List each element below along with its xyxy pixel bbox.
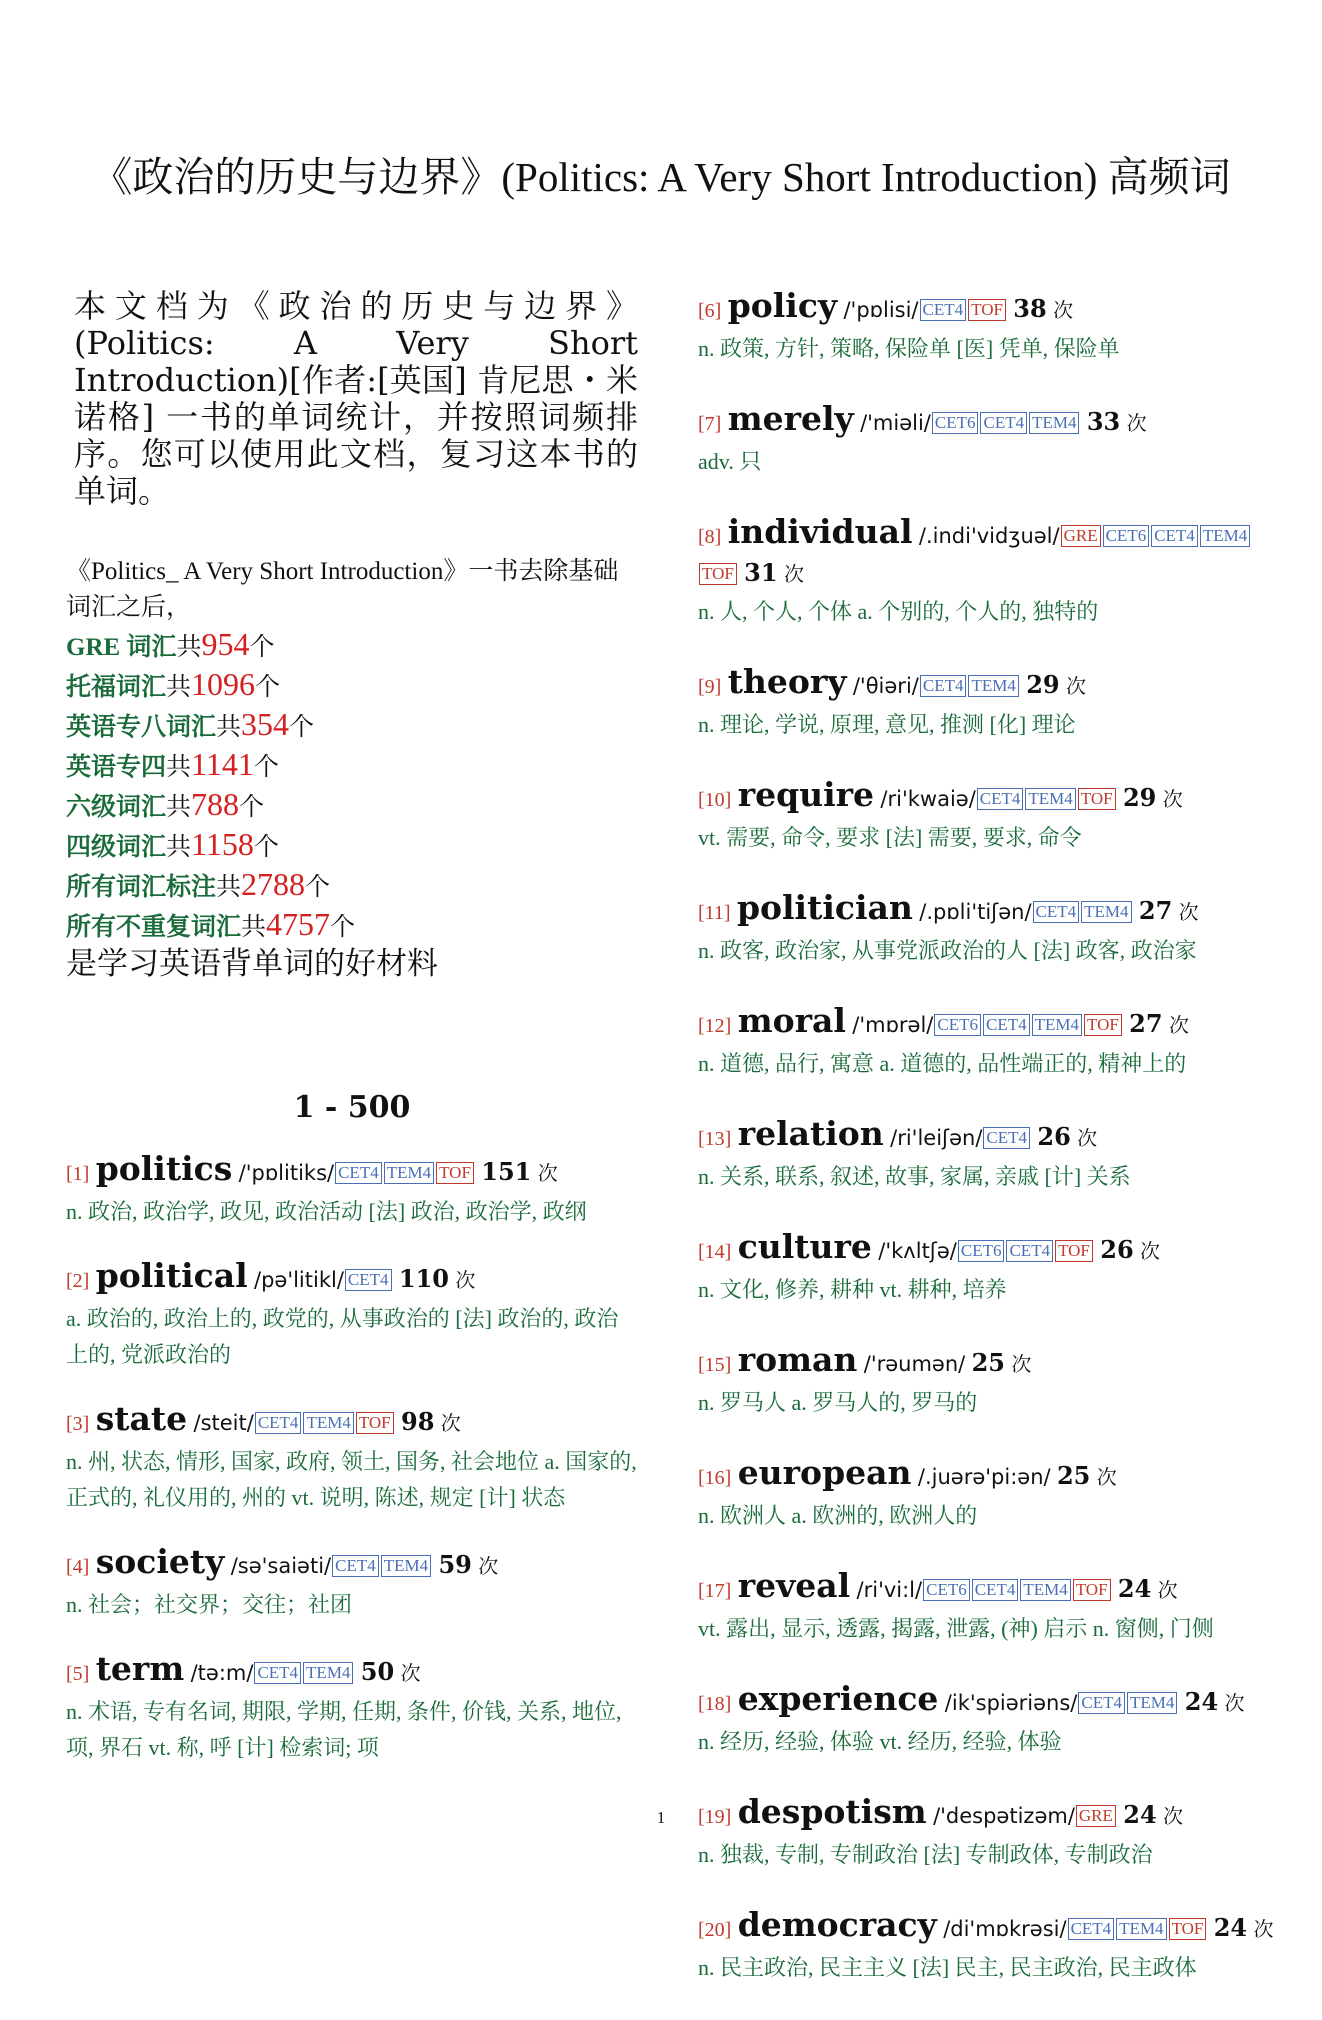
entry-phonetic: /steit/ [193, 1411, 254, 1435]
exam-tag-badge: TEM4 [1116, 1918, 1166, 1940]
exam-tag-badge: CET6 [923, 1579, 970, 1601]
exam-tag-badge: TOF [436, 1162, 474, 1184]
exam-tag-badge: CET4 [1078, 1692, 1125, 1714]
entry-rank: [18] [698, 1693, 732, 1715]
entry-phonetic: /'pɒlisi/ [843, 298, 919, 322]
entry-headline [698, 1342, 1278, 1383]
exam-tag-badge: TOF [356, 1412, 394, 1434]
exam-tag-badge: CET4 [254, 1662, 301, 1684]
entry-word: theory [727, 662, 847, 701]
entry-count: 24 [1213, 1913, 1248, 1942]
times-label: 次 [1157, 1578, 1178, 1602]
stat-gong: 共 [216, 874, 242, 901]
exam-tag-badge: TOF [968, 299, 1006, 321]
entry-headline [698, 664, 1278, 705]
entry-word: moral [737, 1001, 846, 1040]
entry-definition: n. 关系, 联系, 叙述, 故事, 家属, 亲戚 [计] 关系 [698, 1164, 1131, 1189]
entry-rank: [8] [698, 526, 722, 548]
stat-value: 954 [201, 626, 250, 662]
times-label: 次 [1011, 1352, 1032, 1376]
stat-value: 4757 [266, 906, 331, 942]
entry-headline [698, 514, 1278, 592]
entry-phonetic: /ri'leiʃən/ [890, 1126, 983, 1150]
entry-count: 29 [1026, 670, 1060, 699]
exam-tag-badge: TEM4 [303, 1412, 353, 1434]
entry-definition: vt. 露出, 显示, 透露, 揭露, 泄露, (神) 启示 n. 窗侧, 门侧 [698, 1616, 1214, 1641]
entry-definition: n. 经历, 经验, 体验 vt. 经历, 经验, 体验 [698, 1729, 1062, 1754]
exam-tag-badge: CET4 [977, 788, 1024, 810]
word-entry [698, 288, 1278, 367]
stat-unique [66, 906, 638, 946]
word-entry [66, 1651, 638, 1766]
word-entry [698, 1681, 1278, 1760]
entry-definition: n. 政治, 政治学, 政见, 政治活动 [法] 政治, 政治学, 政纲 [66, 1199, 587, 1224]
entry-count: 25 [971, 1348, 1005, 1377]
entry-phonetic: /ri'vi:l/ [856, 1578, 923, 1602]
entry-count: 151 [481, 1157, 532, 1186]
entry-word: individual [727, 512, 913, 551]
entry-phonetic: /'kʌltʃə/ [878, 1239, 957, 1263]
entry-headline [66, 1258, 638, 1299]
entry-word: experience [737, 1679, 939, 1718]
exam-tag-badge: TEM4 [1025, 788, 1075, 810]
entry-count: 29 [1122, 783, 1157, 812]
stat-value: 354 [241, 706, 290, 742]
entry-count: 26 [1037, 1122, 1071, 1151]
right-column [698, 288, 1278, 2020]
entry-count: 24 [1184, 1687, 1219, 1716]
entry-phonetic: /'despətizəm/ [933, 1804, 1075, 1828]
exam-tag-badge: CET4 [983, 1014, 1030, 1036]
times-label: 次 [1096, 1465, 1117, 1489]
exam-tag-badge: CET6 [958, 1240, 1005, 1262]
word-entry [66, 1544, 638, 1623]
entry-headline [698, 1229, 1278, 1270]
stats-block [66, 554, 638, 982]
stat-suffix: 个 [289, 714, 315, 741]
stat-gre [66, 626, 638, 666]
stat-value: 1096 [191, 666, 256, 702]
entry-headline [698, 1907, 1278, 1948]
exam-tag-badge: CET4 [1006, 1240, 1053, 1262]
entry-rank: [10] [698, 789, 732, 811]
entry-headline [698, 1116, 1278, 1157]
entry-rank: [4] [66, 1556, 90, 1578]
entry-headline [66, 1151, 638, 1192]
word-entry [698, 1568, 1278, 1647]
stat-value: 1141 [191, 746, 254, 782]
entry-count: 24 [1117, 1574, 1152, 1603]
exam-tag-badge: CET4 [1068, 1918, 1115, 1940]
entry-rank: [9] [698, 676, 722, 698]
entry-phonetic: /.juərə'pi:ən/ [917, 1465, 1051, 1489]
word-entry [698, 1229, 1278, 1308]
word-entry [66, 1258, 638, 1373]
times-label: 次 [1168, 1013, 1189, 1037]
entry-count: 33 [1086, 407, 1121, 436]
entry-phonetic: /ik'spiəriəns/ [944, 1691, 1078, 1715]
entry-word: reveal [737, 1566, 851, 1605]
entry-rank: [11] [698, 902, 731, 924]
entry-count: 26 [1100, 1235, 1134, 1264]
word-entry [698, 1342, 1278, 1421]
times-label: 次 [440, 1411, 461, 1435]
exam-tag-badge: CET4 [345, 1269, 392, 1291]
stat-gong: 共 [166, 834, 192, 861]
entry-phonetic: /pə'litikl/ [254, 1268, 344, 1292]
entry-rank: [19] [698, 1806, 732, 1828]
entry-headline [698, 1568, 1278, 1609]
exam-tag-badge: TOF [1084, 1014, 1122, 1036]
exam-tag-badge: CET6 [934, 1014, 981, 1036]
entry-word: despotism [737, 1792, 927, 1831]
stat-value: 2788 [241, 866, 306, 902]
exam-tag-badge: TEM4 [1032, 1014, 1082, 1036]
entry-phonetic: /tə:m/ [190, 1661, 254, 1685]
entry-phonetic: /ri'kwaiə/ [880, 787, 976, 811]
exam-tag-badge: CET4 [980, 412, 1027, 434]
stat-value: 1158 [191, 826, 254, 862]
times-label: 次 [1163, 1804, 1184, 1828]
stat-label: 托福词汇 [66, 674, 167, 701]
entry-count: 24 [1123, 1800, 1157, 1829]
word-entry [698, 777, 1278, 856]
entry-word: political [95, 1256, 248, 1295]
entry-word: policy [727, 286, 838, 325]
stat-label: GRE 词汇 [66, 634, 177, 661]
entry-rank: [7] [698, 413, 722, 435]
entry-definition: n. 道德, 品行, 寓意 a. 道德的, 品性端正的, 精神上的 [698, 1051, 1187, 1076]
stat-tem8 [66, 706, 638, 746]
section-heading: 1 - 500 [293, 1090, 411, 1125]
entry-count: 25 [1056, 1461, 1091, 1490]
entry-rank: [12] [698, 1015, 732, 1037]
stat-label: 六级词汇 [66, 794, 167, 821]
word-entry [698, 1116, 1278, 1195]
entry-definition: n. 政客, 政治家, 从事党派政治的人 [法] 政客, 政治家 [698, 938, 1197, 963]
entry-word: merely [727, 399, 854, 438]
page-title: 《政治的历史与边界》(Politics: A Very Short Introduction) 高频词 [91, 154, 1231, 200]
stat-gong: 共 [241, 914, 267, 941]
stat-suffix: 个 [253, 754, 279, 781]
word-entry [698, 401, 1278, 480]
exam-tag-badge: TOF [1055, 1240, 1093, 1262]
exam-tag-badge: GRE [1061, 525, 1101, 547]
times-label: 次 [537, 1161, 558, 1185]
word-entry [698, 664, 1278, 743]
entry-rank: [1] [66, 1163, 90, 1185]
entry-rank: [17] [698, 1580, 732, 1602]
word-entry [698, 1794, 1278, 1873]
entry-headline [698, 288, 1278, 329]
times-label: 次 [1253, 1917, 1274, 1941]
entry-rank: [20] [698, 1919, 732, 1941]
exam-tag-badge: CET4 [255, 1412, 302, 1434]
entry-definition: vt. 需要, 命令, 要求 [法] 需要, 要求, 命令 [698, 825, 1082, 850]
stat-label: 四级词汇 [66, 834, 167, 861]
stat-cet6 [66, 786, 638, 826]
entry-definition: a. 政治的, 政治上的, 政党的, 从事政治的 [法] 政治的, 政治上的, 党派政治的 [66, 1306, 619, 1367]
stat-suffix: 个 [249, 634, 275, 661]
right-entry-list [698, 288, 1278, 1986]
stat-suffix: 个 [255, 674, 281, 701]
exam-tag-badge: CET4 [1033, 901, 1080, 923]
entry-definition: n. 独裁, 专制, 专制政治 [法] 专制政体, 专制政治 [698, 1842, 1153, 1867]
exam-tag-badge: TOF [1078, 788, 1116, 810]
intro-paragraph: 本文档为《政治的历史与边界》(Politics: A Very Short Introduction)[作者:[英国] 肯尼思・米诺格] 一书的单词统计，并按照词频排序。您可以使用此文档，复习这本书的单词。 [74, 287, 638, 510]
times-label: 次 [1126, 411, 1147, 435]
entry-phonetic: /sə'saiəti/ [230, 1554, 332, 1578]
exam-tag-badge: TEM4 [1200, 525, 1250, 547]
exam-tag-badge: TOF [1073, 1579, 1111, 1601]
exam-tag-badge: TOF [1169, 1918, 1207, 1940]
word-entry [698, 1455, 1278, 1534]
exam-tag-badge: TEM4 [381, 1555, 431, 1577]
entry-phonetic: /.pɒli'tiʃən/ [919, 900, 1032, 924]
closing-line: 是学习英语背单词的好材料 [66, 946, 438, 982]
entry-count: 110 [398, 1264, 449, 1293]
exam-tag-badge: TEM4 [1020, 1579, 1070, 1601]
stat-cet4 [66, 826, 638, 866]
stat-gong: 共 [166, 674, 192, 701]
entry-phonetic: /'θiəri/ [852, 674, 919, 698]
exam-tag-badge: GRE [1076, 1805, 1116, 1827]
stat-gong: 共 [176, 634, 202, 661]
entry-headline [698, 1455, 1278, 1496]
entry-definition: n. 罗马人 a. 罗马人的, 罗马的 [698, 1390, 978, 1415]
left-column [66, 288, 638, 1766]
entry-phonetic: /'pɒlitiks/ [238, 1161, 335, 1185]
entry-headline [698, 1681, 1278, 1722]
exam-tag-badge: CET4 [920, 299, 967, 321]
times-label: 次 [455, 1268, 476, 1292]
entry-headline [66, 1401, 638, 1442]
entry-rank: [6] [698, 300, 722, 322]
entry-phonetic: /'miəli/ [860, 411, 931, 435]
stat-gong: 共 [166, 754, 192, 781]
stat-tof [66, 666, 638, 706]
entry-word: democracy [737, 1905, 937, 1944]
stat-suffix: 个 [253, 834, 279, 861]
stats-intro: 《Politics_ A Very Short Introduction》一书去除基础词汇之后， [66, 558, 619, 621]
entry-headline [698, 1003, 1278, 1044]
exam-tag-badge: TEM4 [1127, 1692, 1177, 1714]
stat-suffix: 个 [330, 914, 356, 941]
stat-label: 所有不重复词汇 [66, 914, 242, 941]
stat-tem4 [66, 746, 638, 786]
word-entry [66, 1151, 638, 1230]
stat-gong: 共 [166, 794, 192, 821]
exam-tag-badge: CET4 [335, 1162, 382, 1184]
exam-tag-badge: TEM4 [1029, 412, 1079, 434]
exam-tag-badge: TEM4 [968, 675, 1018, 697]
entry-count: 50 [360, 1657, 395, 1686]
entry-phonetic: /di'mɒkrəsi/ [943, 1917, 1067, 1941]
stat-value: 788 [191, 786, 240, 822]
entry-rank: [16] [698, 1467, 732, 1489]
word-entry [698, 514, 1278, 630]
entry-phonetic: /.indi'vidʒuəl/ [918, 524, 1060, 548]
entry-count: 31 [744, 558, 778, 587]
page-number: 1 [656, 1808, 666, 1827]
stat-gong: 共 [216, 714, 242, 741]
entry-word: roman [737, 1340, 858, 1379]
entry-count: 27 [1129, 1009, 1163, 1038]
times-label: 次 [478, 1554, 499, 1578]
entry-word: politics [95, 1149, 233, 1188]
entry-word: politician [736, 888, 913, 927]
stat-label: 英语专八词汇 [66, 714, 217, 741]
times-label: 次 [1077, 1126, 1098, 1150]
stat-label: 所有词汇标注 [66, 874, 217, 901]
entry-phonetic: /'rəumən/ [863, 1352, 966, 1376]
times-label: 次 [1162, 787, 1183, 811]
exam-tag-badge: CET4 [972, 1579, 1019, 1601]
entry-rank: [13] [698, 1128, 732, 1150]
entry-phonetic: /'mɒrəl/ [852, 1013, 934, 1037]
entry-definition: n. 州, 状态, 情形, 国家, 政府, 领土, 国务, 社会地位 a. 国家的, 正式的, 礼仪用的, 州的 vt. 说明, 陈述, 规定 [计] 状态 [66, 1449, 637, 1510]
exam-tag-badge: CET6 [1103, 525, 1150, 547]
entry-count: 27 [1138, 896, 1173, 925]
entry-definition: n. 欧洲人 a. 欧洲的, 欧洲人的 [698, 1503, 978, 1528]
entry-definition: n. 文化, 修养, 耕种 vt. 耕种, 培养 [698, 1277, 1007, 1302]
entry-rank: [3] [66, 1413, 90, 1435]
entry-rank: [2] [66, 1270, 90, 1292]
stat-suffix: 个 [305, 874, 331, 901]
entry-definition: n. 术语, 专有名词, 期限, 学期, 任期, 条件, 价钱, 关系, 地位, 项, 界石 vt. 称, 呼 [计] 检索词; 项 [66, 1699, 622, 1760]
entry-definition: adv. 只 [698, 449, 762, 474]
entry-word: relation [737, 1114, 884, 1153]
entry-definition: n. 政策, 方针, 策略, 保险单 [医] 凭单, 保险单 [698, 336, 1120, 361]
entry-word: european [737, 1453, 912, 1492]
entry-rank: [5] [66, 1663, 90, 1685]
entry-word: require [737, 775, 875, 814]
entry-headline [66, 1651, 638, 1692]
exam-tag-badge: TEM4 [303, 1662, 353, 1684]
word-entry [66, 1401, 638, 1516]
exam-tag-badge: CET4 [920, 675, 967, 697]
entry-word: society [95, 1542, 225, 1581]
times-label: 次 [1140, 1239, 1161, 1263]
left-entry-list [66, 1151, 638, 1766]
entry-word: culture [737, 1227, 872, 1266]
times-label: 次 [1224, 1691, 1245, 1715]
word-entry [698, 1907, 1278, 1986]
entry-definition: n. 社会；社交界；交往；社团 [66, 1592, 353, 1617]
entry-count: 59 [438, 1550, 472, 1579]
entry-word: term [95, 1649, 185, 1688]
exam-tag-badge: TOF [699, 563, 737, 585]
times-label: 次 [400, 1661, 421, 1685]
times-label: 次 [783, 562, 804, 586]
exam-tag-badge: CET6 [932, 412, 979, 434]
entry-definition: n. 民主政治, 民主主义 [法] 民主, 民主政治, 民主政体 [698, 1955, 1197, 1980]
exam-tag-badge: TEM4 [1081, 901, 1131, 923]
word-entry [698, 890, 1278, 969]
entry-count: 98 [401, 1407, 435, 1436]
entry-count: 38 [1013, 294, 1047, 323]
entry-headline [698, 777, 1278, 818]
stat-all [66, 866, 638, 906]
stat-suffix: 个 [239, 794, 265, 821]
entry-rank: [15] [698, 1354, 732, 1376]
times-label: 次 [1178, 900, 1199, 924]
exam-tag-badge: CET4 [1151, 525, 1198, 547]
entry-word: state [95, 1399, 188, 1438]
entry-headline [698, 401, 1278, 442]
times-label: 次 [1065, 674, 1086, 698]
exam-tag-badge: TEM4 [384, 1162, 434, 1184]
entry-rank: [14] [698, 1241, 732, 1263]
entry-definition: n. 理论, 学说, 原理, 意见, 推测 [化] 理论 [698, 712, 1076, 737]
entry-definition: n. 人, 个人, 个体 a. 个别的, 个人的, 独特的 [698, 599, 1099, 624]
exam-tag-badge: CET4 [332, 1555, 379, 1577]
entry-headline [698, 890, 1278, 931]
exam-tag-badge: CET4 [983, 1127, 1030, 1149]
word-entry [698, 1003, 1278, 1082]
stat-label: 英语专四 [66, 754, 167, 781]
entry-headline [66, 1544, 638, 1585]
times-label: 次 [1053, 298, 1074, 322]
